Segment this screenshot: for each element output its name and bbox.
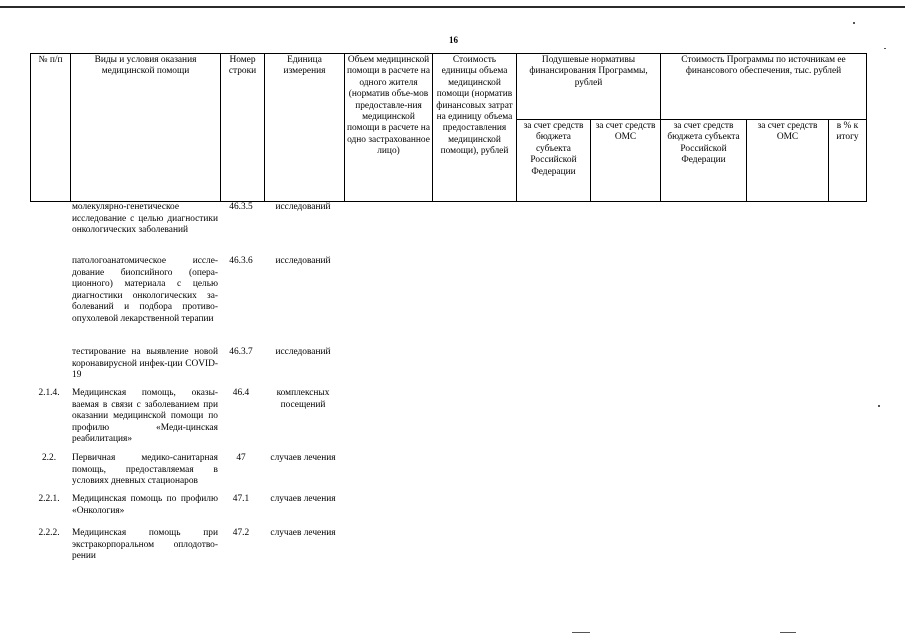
row-unit: случаев лечения — [270, 528, 336, 538]
header-col-cost: Стоимость единицы объема медицинской помощи (норматив финансовых затрат на единицу объема предоставления медицинской помощи), рублей — [433, 54, 517, 202]
header-col-code: Номер строки — [221, 54, 265, 202]
scan-speck — [780, 632, 796, 633]
header-group-norms: Подушевые нормативы финансирования Программы, рублей — [517, 54, 661, 120]
page-number: 16 — [449, 35, 458, 45]
table-row — [30, 347, 370, 388]
row-number: 2.2.1. — [38, 494, 60, 504]
header-col-volume: Объем медицинской помощи в расчете на одного жителя (норматив объе-мов предоставле-ния медицинской помощи в расчете на одно застрахованное лицо) — [345, 54, 433, 202]
table-row — [30, 528, 370, 568]
row-name: патологоанатомическое иссле-дование биопсийного (опера-ционного) материала с целью диагностики онкологических за-болеваний и подбора противо-опухолевой лекарственной терапии — [72, 256, 218, 324]
row-code: 47 — [236, 453, 246, 463]
table-header — [30, 53, 867, 202]
scan-speck — [572, 632, 590, 633]
table-row — [30, 256, 370, 347]
scan-speck — [884, 48, 886, 49]
header-col-number: № п/п — [31, 54, 71, 202]
scan-speck — [878, 405, 880, 407]
row-unit: случаев лечения — [270, 453, 336, 463]
table-row — [30, 453, 370, 494]
row-code: 46.3.5 — [229, 202, 253, 212]
header-norms-oms: за счет средств ОМС — [591, 120, 661, 202]
header-program-oms: за счет средств ОМС — [747, 120, 829, 202]
table-row — [30, 202, 370, 256]
row-name: Медицинская помощь при экстракорпоральном оплодотво-рении — [72, 528, 218, 562]
row-name: молекулярно-генетическое исследование с целью диагностики онкологических заболеваний — [72, 202, 218, 236]
row-code: 46.4 — [232, 388, 250, 398]
row-code: 47.1 — [232, 494, 250, 504]
header-norms-budget: за счет средств бюджета субъекта Российской Федерации — [517, 120, 591, 202]
row-number: 2.2.2. — [38, 528, 60, 538]
row-unit: исследований — [275, 202, 331, 212]
row-name: Медицинская помощь, оказы-ваемая в связи с заболеванием при оказании медицинской помощи по профилю «Меди-цинская реабилитация» — [72, 388, 218, 445]
row-unit: случаев лечения — [270, 494, 336, 504]
row-name: Первичная медико-санитарная помощь, предоставляемая в условиях дневных стационаров — [72, 453, 218, 487]
header-group-program: Стоимость Программы по источникам ее финансового обеспечения, тыс. рублей — [661, 54, 867, 120]
header-program-budget: за счет средств бюджета субъекта Российской Федерации — [661, 120, 747, 202]
header-col-name: Виды и условия оказания медицинской помощи — [71, 54, 221, 202]
table-body — [30, 202, 370, 568]
scan-speck — [853, 22, 855, 24]
row-name: Медицинская помощь по профилю «Онкология» — [72, 494, 218, 516]
row-number: 2.1.4. — [38, 388, 60, 398]
row-name: тестирование на выявление новой коронавирусной инфек-ции COVID-19 — [72, 347, 218, 381]
scan-top-border — [0, 6, 905, 8]
table-row — [30, 388, 370, 453]
row-code: 46.3.6 — [229, 256, 253, 266]
header-col-unit: Единица измерения — [265, 54, 345, 202]
row-number: 2.2. — [41, 453, 57, 463]
row-unit: комплексных посещений — [276, 388, 330, 410]
table-row — [30, 494, 370, 528]
row-code: 47.2 — [232, 528, 250, 538]
row-unit: исследований — [275, 347, 331, 357]
header-program-percent: в % к итогу — [829, 120, 867, 202]
row-code: 46.3.7 — [229, 347, 253, 357]
row-unit: исследований — [275, 256, 331, 266]
